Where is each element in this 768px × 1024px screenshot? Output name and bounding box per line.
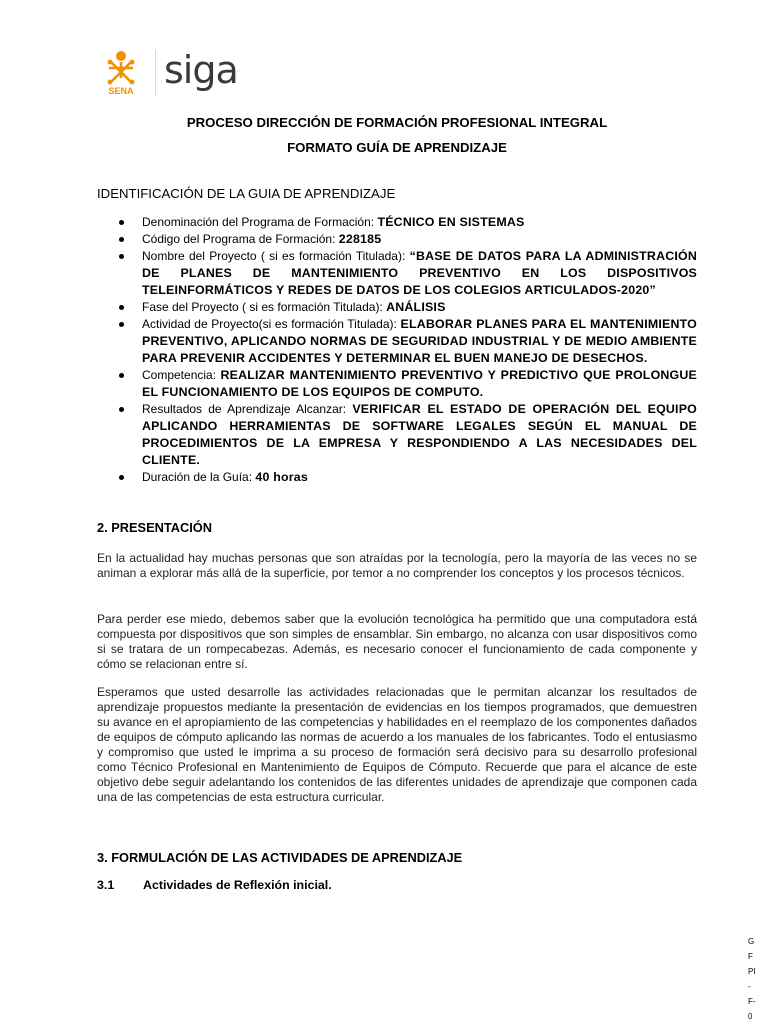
- item-label: Fase del Proyecto ( si es formación Titulada):: [142, 300, 387, 314]
- item-label: Código del Programa de Formación:: [142, 232, 339, 246]
- formulation-heading: 3. FORMULACIÓN DE LAS ACTIVIDADES DE APRENDIZAJE: [97, 850, 463, 865]
- sena-logo: [96, 48, 146, 98]
- document-title-format: FORMATO GUÍA DE APRENDIZAJE: [287, 140, 507, 155]
- document-title-process: PROCESO DIRECCIÓN DE FORMACIÓN PROFESIONAL INTEGRAL: [186, 115, 608, 130]
- presentation-paragraph: Esperamos que usted desarrolle las actividades relacionadas que le permitan alcanzar los resultados de aprendizaje propuestos mediante la presentación de evidencias en los tiempos programados, que demuestren su avance en el apropiamiento de las competencias y habilidades en el reemplazo de los componentes dañados de equipos de cómputo aplicando las normas de acuerdo a los manuales de los fabricantes. Todo el entusiasmo y compromiso que usted le imprima a su proceso de formación será decisivo para su desarrollo profesional como Técnico Profesional en Mantenimiento de Equipos de Cómputo. Recuerde que para el alcance de este objetivo debe seguir adelantando los contenidos de las diferentes unidades de aprendizaje que componen cada una de las competencias de esta estructura curricular.: [97, 685, 697, 804]
- bullet-icon: [119, 407, 124, 412]
- item-value: 40 horas: [255, 470, 308, 484]
- item-value: 228185: [338, 232, 382, 246]
- bullet-icon: [119, 220, 124, 225]
- item-label: Nombre del Proyecto ( si es formación Titulada):: [142, 249, 410, 263]
- list-item: [97, 248, 697, 299]
- item-label: Actividad de Proyecto(si es formación Titulada):: [142, 317, 401, 331]
- bullet-icon: [119, 373, 124, 378]
- list-item: [97, 231, 697, 248]
- subsection-number: 3.1: [97, 878, 115, 892]
- side-code-char: F: [748, 952, 753, 961]
- item-label: Resultados de Aprendizaje Alcanzar:: [142, 402, 353, 416]
- side-code-char: PI: [748, 967, 756, 976]
- list-item: [97, 316, 697, 367]
- bullet-icon: [119, 475, 124, 480]
- item-value: REALIZAR MANTENIMIENTO PREVENTIVO Y PREDICTIVO QUE PROLONGUE EL FUNCIONAMIENTO DE LOS EQUIPOS DE COMPUTO.: [142, 368, 698, 399]
- identification-heading: IDENTIFICACIÓN DE LA GUIA DE APRENDIZAJE: [97, 186, 396, 201]
- side-document-code: [748, 934, 762, 1024]
- item-label: Denominación del Programa de Formación:: [142, 215, 378, 229]
- item-value: ELABORAR PLANES PARA EL MANTENIMIENTO PREVENTIVO, APLICANDO NORMAS DE SEGURIDAD INDUSTRIAL Y DE MEDIO AMBIENTE PARA PREVENIR ACCIDENTES Y DETERMINAR EL BUEN MANEJO DE DESECHOS.: [142, 317, 697, 365]
- side-code-char: 0: [748, 1012, 753, 1021]
- siga-logo-text: siga: [164, 48, 238, 92]
- list-item: [97, 401, 697, 469]
- item-label: Competencia:: [142, 368, 221, 382]
- bullet-icon: [119, 254, 124, 259]
- side-code-char: G: [748, 937, 755, 946]
- logo-divider: [155, 50, 156, 96]
- header-logos: [96, 48, 246, 98]
- identification-list: [97, 214, 697, 486]
- list-item: [97, 367, 697, 401]
- item-value: VERIFICAR EL ESTADO DE OPERACIÓN DEL EQUIPO APLICANDO HERRAMIENTAS DE SOFTWARE LEGALES SEGÚN EL MANUAL DE PROCEDIMIENTOS DE LA EMPRESA Y RESPONDIENDO A LAS NECESIDADES DEL CLIENTE.: [142, 402, 698, 467]
- presentation-paragraph: Para perder ese miedo, debemos saber que la evolución tecnológica ha permitido que una computadora está compuesta por dispositivos que son simples de ensamblar. Sin embargo, no alcanza con usar dispositivos como si se tratara de un rompecabezas. Además, es necesario conocer el funcionamiento de cada componente y cómo se relacionan entre sí.: [97, 612, 697, 671]
- presentation-paragraph: En la actualidad hay muchas personas que son atraídas por la tecnología, pero la mayoría de las veces no se animan a explorar más allá de la superficie, por temor a no comprender los conceptos y los procesos técnicos.: [97, 551, 697, 580]
- item-value: TÉCNICO EN SISTEMAS: [377, 215, 525, 229]
- sena-logo-text: SENA: [108, 86, 134, 96]
- side-code-char: F-: [748, 997, 756, 1006]
- list-item: [97, 469, 697, 486]
- item-value: “BASE DE DATOS PARA LA ADMINISTRACIÓN DE PLANES DE MANTENIMIENTO PREVENTIVO EN LOS DISPOSITIVOS TELEINFORMÁTICOS Y REDES DE DATOS DE LOS COLEGIOS ARTICULADOS-2020”: [142, 249, 697, 297]
- presentation-heading: 2. PRESENTACIÓN: [97, 520, 212, 535]
- bullet-icon: [119, 305, 124, 310]
- item-value: ANÁLISIS: [386, 300, 446, 314]
- side-code-char: -: [748, 982, 751, 991]
- list-item: [97, 214, 697, 231]
- item-label: Duración de la Guía:: [142, 470, 256, 484]
- bullet-icon: [119, 237, 124, 242]
- subsection-title: Actividades de Reflexión inicial.: [143, 878, 332, 892]
- bullet-icon: [119, 322, 124, 327]
- list-item: [97, 299, 697, 316]
